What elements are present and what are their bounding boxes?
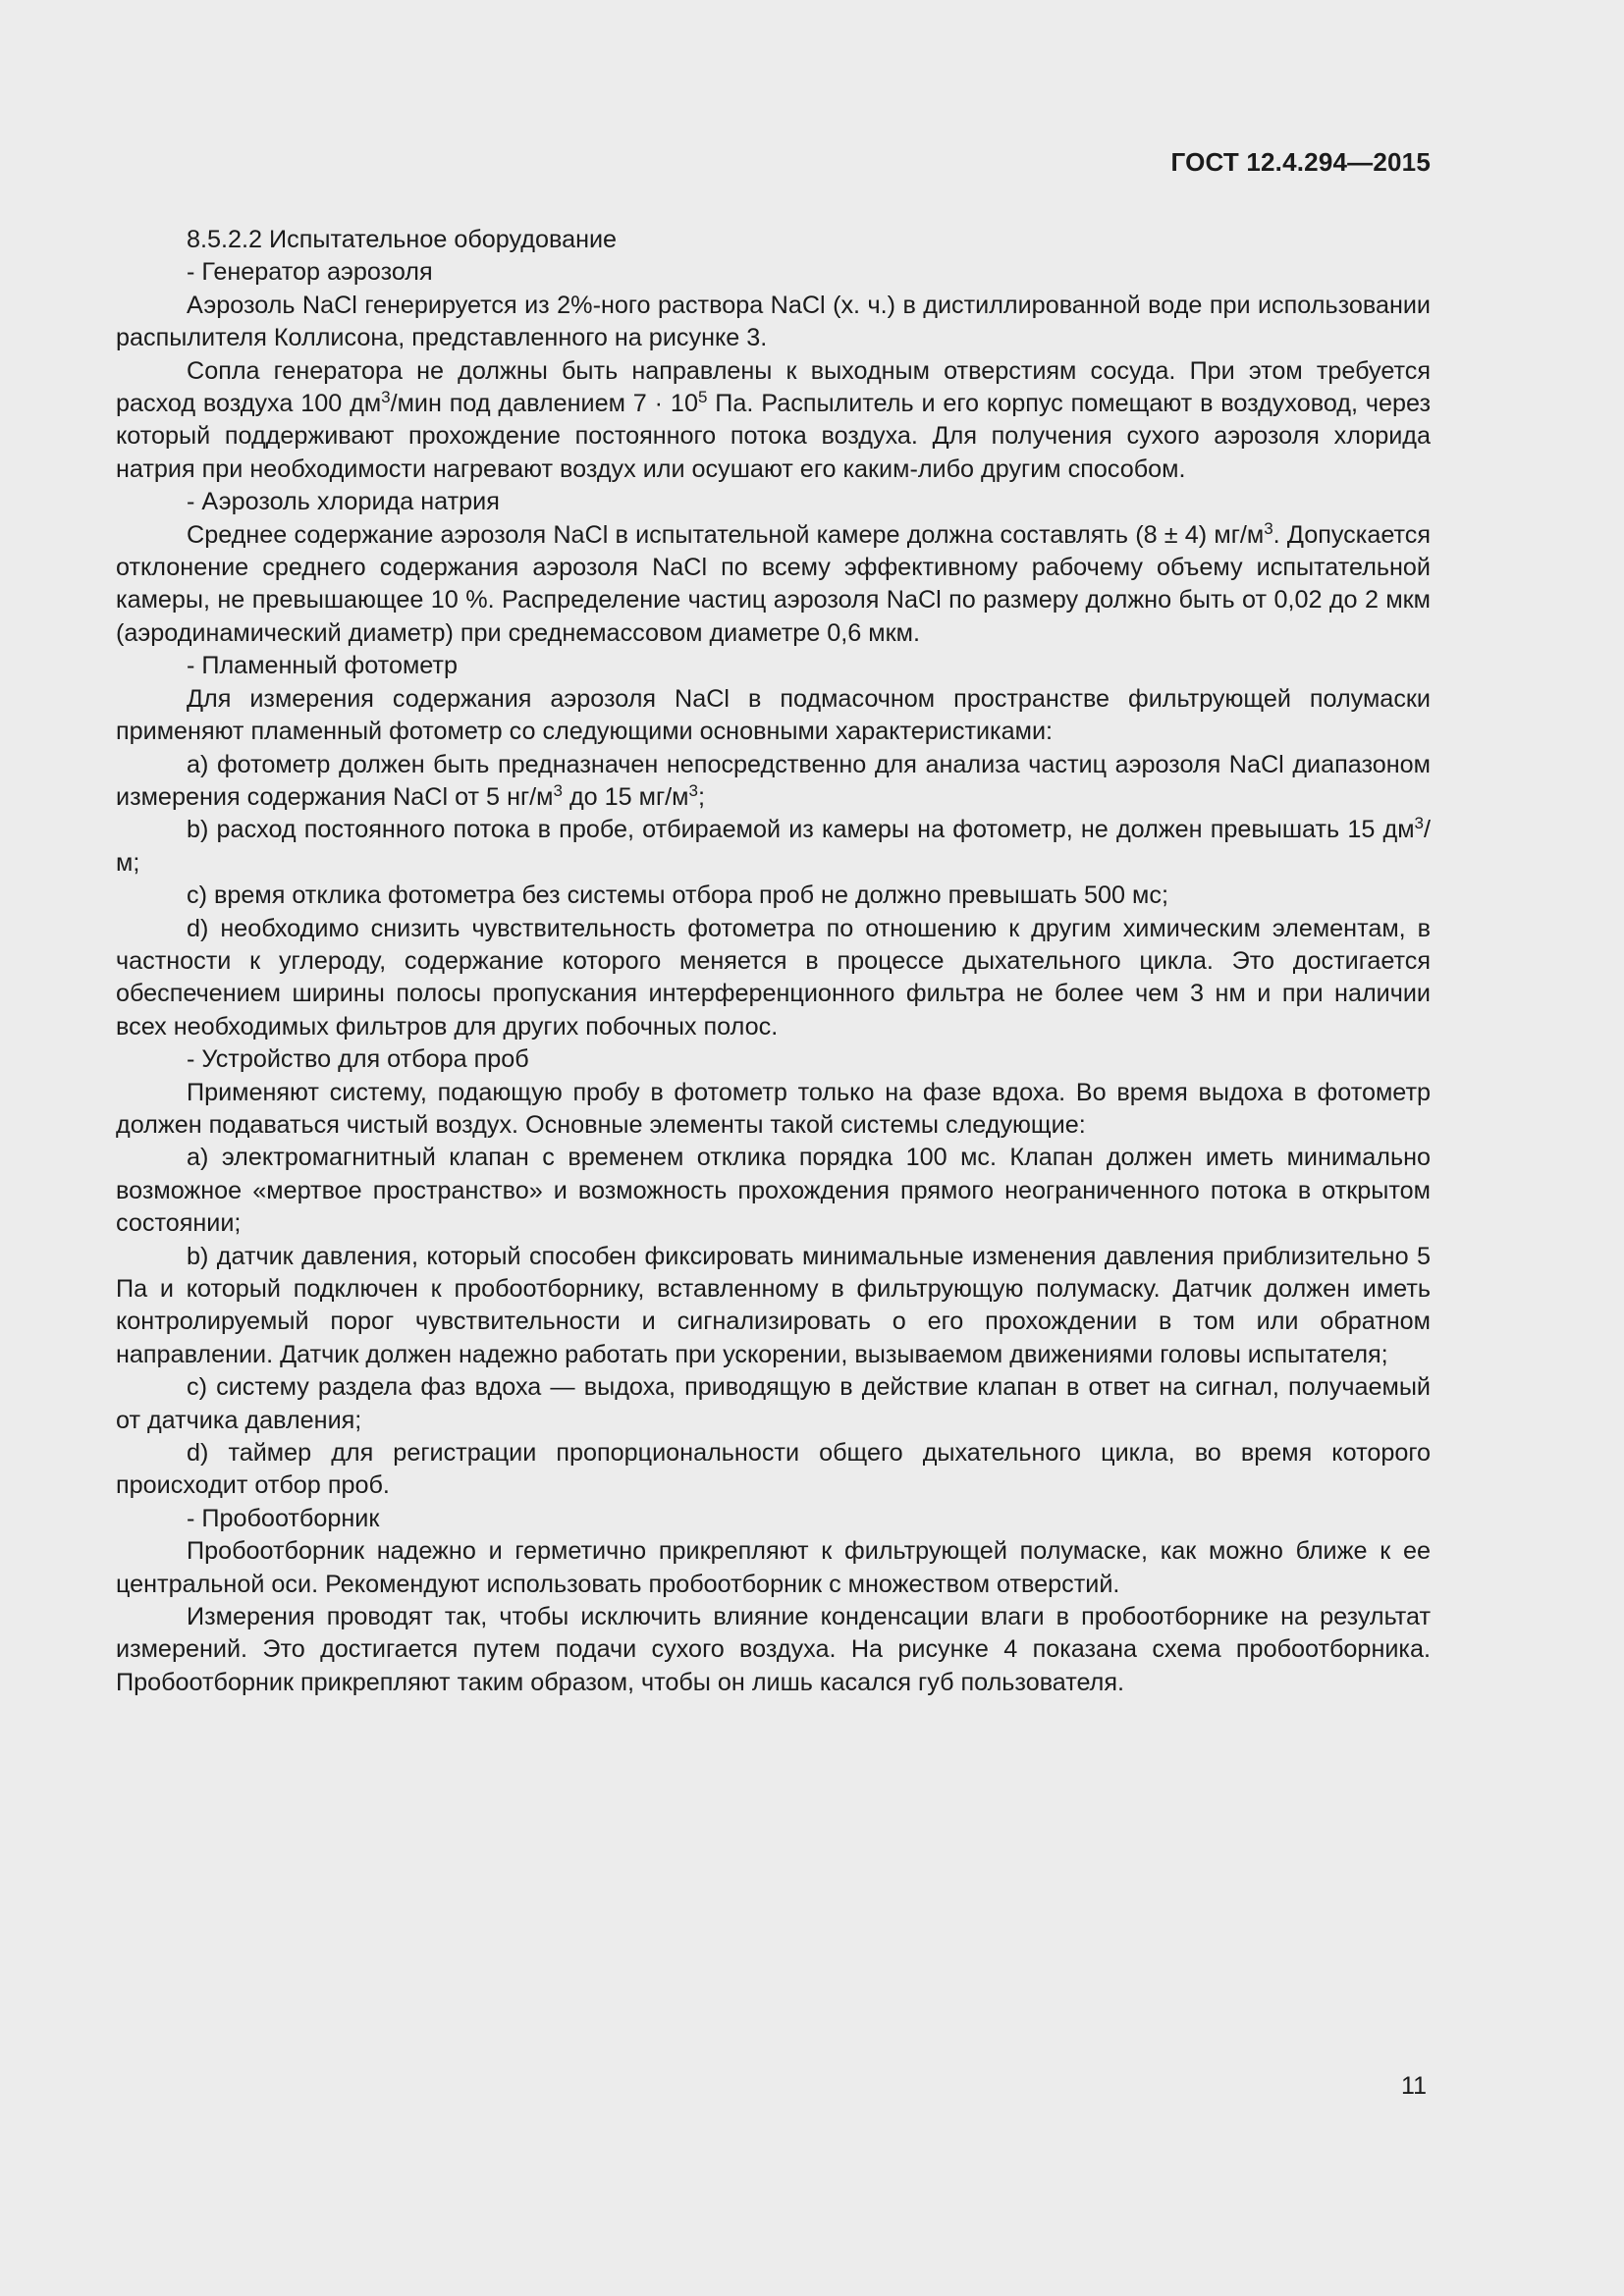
document-body bbox=[116, 224, 1431, 1699]
text-fragment: ; bbox=[697, 782, 705, 811]
superscript: 3 bbox=[381, 388, 391, 407]
text-fragment: /м; bbox=[116, 816, 1431, 877]
list-item-sampling-c: с) систему раздела фаз вдоха — выдоха, приводящую в действие клапан в ответ на сигнал, получаемый от датчика давления; bbox=[116, 1373, 1431, 1434]
subsection-title-aerosol: - Аэрозоль хлорида натрия bbox=[187, 488, 500, 516]
list-item-photometer-d: d) необходимо снизить чувствительность фотометра по отношению к другим химическим элементам, в частности к углероду, содержание которого меняется в процессе дыхательного цикла. Это достигается обеспечением ширины полосы пропускания интерференционного фильтра не более чем 3 нм и при наличии всех необходимых фильтров для других побочных полос. bbox=[116, 914, 1431, 1041]
section-heading: 8.5.2.2 Испытательное оборудование bbox=[187, 226, 618, 253]
subsection-title-photometer: - Пламенный фотометр bbox=[187, 652, 458, 680]
paragraph-sampling-system: Применяют систему, подающую пробу в фотометр только на фазе вдоха. Во время выдоха в фотометр должен подаваться чистый воздух. Основные элементы такой системы следующие: bbox=[116, 1078, 1431, 1139]
superscript: 3 bbox=[1264, 518, 1273, 538]
superscript: 3 bbox=[688, 780, 698, 800]
text-fragment: /мин под давлением 7 · 10 bbox=[390, 390, 698, 418]
paragraph-nozzle-requirements bbox=[116, 355, 1431, 487]
list-item-sampling-b: b) датчик давления, который способен фиксировать минимальные изменения давления приблизительно 5 Па и который подключен к пробоотборнику, вставленному в фильтрующую полумаску. Датчик должен иметь контролируемый порог чувствительности и сигнализировать о его прохождении в том или обратном направлении. Датчик должен надежно работать при ускорении, вызываемом движениями головы испытателя; bbox=[116, 1242, 1431, 1368]
subsection-title-sampler: - Пробоотборник bbox=[187, 1504, 380, 1532]
paragraph-sampler-attachment: Пробоотборник надежно и герметично прикрепляют к фильтрующей полумаске, как можно ближе к ее центральной оси. Рекомендуют использовать пробоотборник с множеством отверстий. bbox=[116, 1537, 1431, 1598]
list-item-sampling-d: d) таймер для регистрации пропорциональности общего дыхательного цикла, во время которого происходит отбор проб. bbox=[116, 1439, 1431, 1500]
list-item-sampling-a: а) электромагнитный клапан с временем отклика порядка 100 мс. Клапан должен иметь минимально возможное «мертвое пространство» и возможность прохождения прямого неограниченного потока в открытом состоянии; bbox=[116, 1144, 1431, 1238]
paragraph-measurement-condensation: Измерения проводят так, чтобы исключить влияние конденсации влаги в пробоотборнике на результат измерений. Это достигается путем подачи сухого воздуха. На рисунке 4 показана схема пробоотборника. Пробоотборник прикрепляют таким образом, чтобы он лишь касался губ пользователя. bbox=[116, 1603, 1431, 1696]
superscript: 5 bbox=[697, 388, 708, 407]
page-number: 11 bbox=[1401, 2072, 1427, 2100]
subsection-title-generator: - Генератор аэрозоля bbox=[187, 258, 433, 287]
text-fragment: Среднее содержание аэрозоля NaCl в испытательной камере должна составлять (8 ± 4) мг/м bbox=[187, 520, 1265, 549]
superscript: 3 bbox=[553, 780, 563, 800]
list-item-photometer-a bbox=[116, 749, 1431, 815]
paragraph-photometer-intro: Для измерения содержания аэрозоля NaCl в подмасочном пространстве фильтрующей полумаски применяют пламенный фотометр со следующими основными характеристиками: bbox=[116, 684, 1431, 746]
text-fragment: Па. Распылитель и его корпус помещают в воздуховод, через который поддерживают прохождение постоянного потока воздуха. Для получения сухого аэрозоля хлорида натрия при необходимости нагревают воздух или осушают его каким-либо другим способом. bbox=[116, 390, 1431, 483]
text-fragment: Сопла генератора не должны быть направлены к выходным отверстиям сосуда. При этом требуется расход воздуха 100 дм bbox=[116, 356, 1431, 418]
superscript: 3 bbox=[1414, 814, 1424, 833]
paragraph-generator-description: Аэрозоль NaCl генерируется из 2%-ного раствора NaCl (х. ч.) в дистиллированной воде при использовании распылителя Коллисона, представленного на рисунке 3. bbox=[116, 291, 1431, 352]
list-item-photometer-b bbox=[116, 814, 1431, 880]
text-fragment: до 15 мг/м bbox=[562, 782, 689, 811]
paragraph-aerosol-content bbox=[116, 519, 1431, 651]
subsection-title-sampling-device: - Устройство для отбора проб bbox=[187, 1045, 529, 1074]
text-fragment: а) фотометр должен быть предназначен непосредственно для анализа частиц аэрозоля NaCl диапазоном измерения содержания NaCl от 5 нг/м bbox=[116, 750, 1431, 811]
text-fragment: b) расход постоянного потока в пробе, отбираемой из камеры на фотометр, не должен превышать 15 дм bbox=[187, 816, 1415, 844]
text-fragment: . Допускается отклонение среднего содержания аэрозоля NaCl по всему эффективному рабочему объему испытательной камеры, не превышающее 10 %. Распределение частиц аэрозоля NaCl по размеру должно быть от 0,02 до 2 мкм (аэродинамический диаметр) при среднемассовом диаметре 0,6 мкм. bbox=[116, 520, 1431, 647]
standard-header: ГОСТ 12.4.294—2015 bbox=[1170, 147, 1431, 177]
list-item-photometer-c: с) время отклика фотометра без системы отбора проб не должно превышать 500 мс; bbox=[187, 881, 1168, 910]
